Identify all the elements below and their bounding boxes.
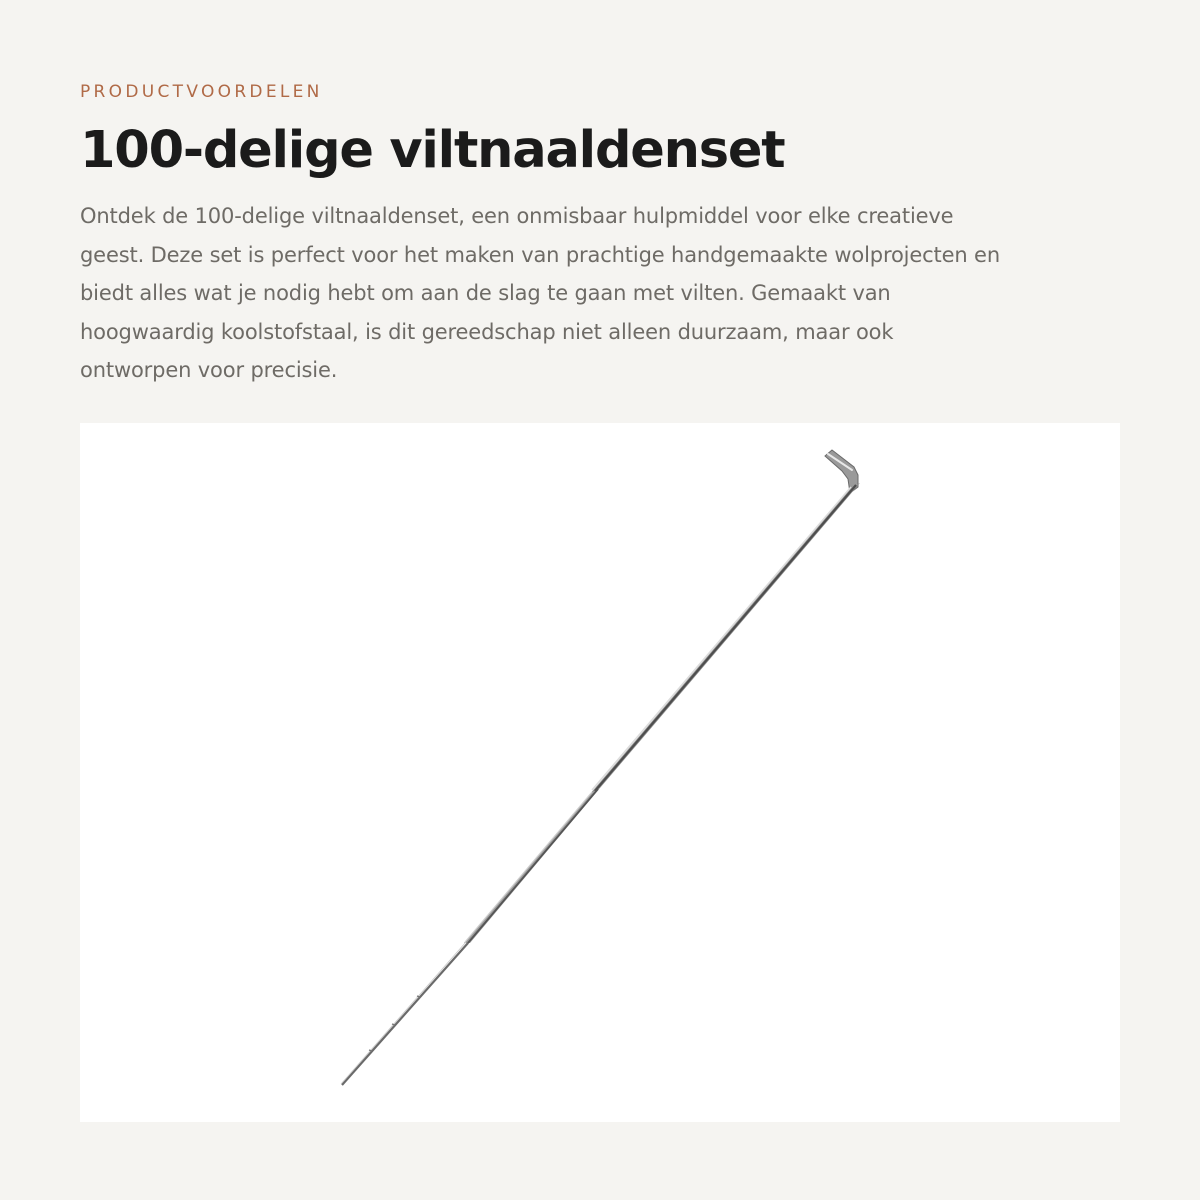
description-line: Ontdek de 100-delige viltnaaldenset, een onmisbaar hulpmiddel voor elke creatieve [80, 204, 954, 228]
description-line: geest. Deze set is perfect voor het maken van prachtige handgemaakte wolprojecten en [80, 242, 1000, 267]
product-description [80, 197, 1120, 390]
section-eyebrow: PRODUCTVOORDELEN [80, 82, 323, 102]
description-line: biedt alles wat je nodig hebt om aan de slag te gaan met vilten. Gemaakt van [80, 281, 891, 305]
felting-needle-icon [80, 423, 1120, 1122]
description-line: hoogwaardig koolstofstaal, is dit gereedschap niet alleen duurzaam, maar ook [80, 319, 894, 344]
product-image [80, 423, 1120, 1122]
description-line: ontworpen voor precisie. [80, 358, 338, 382]
page-title: 100-delige viltnaaldenset [80, 121, 785, 180]
